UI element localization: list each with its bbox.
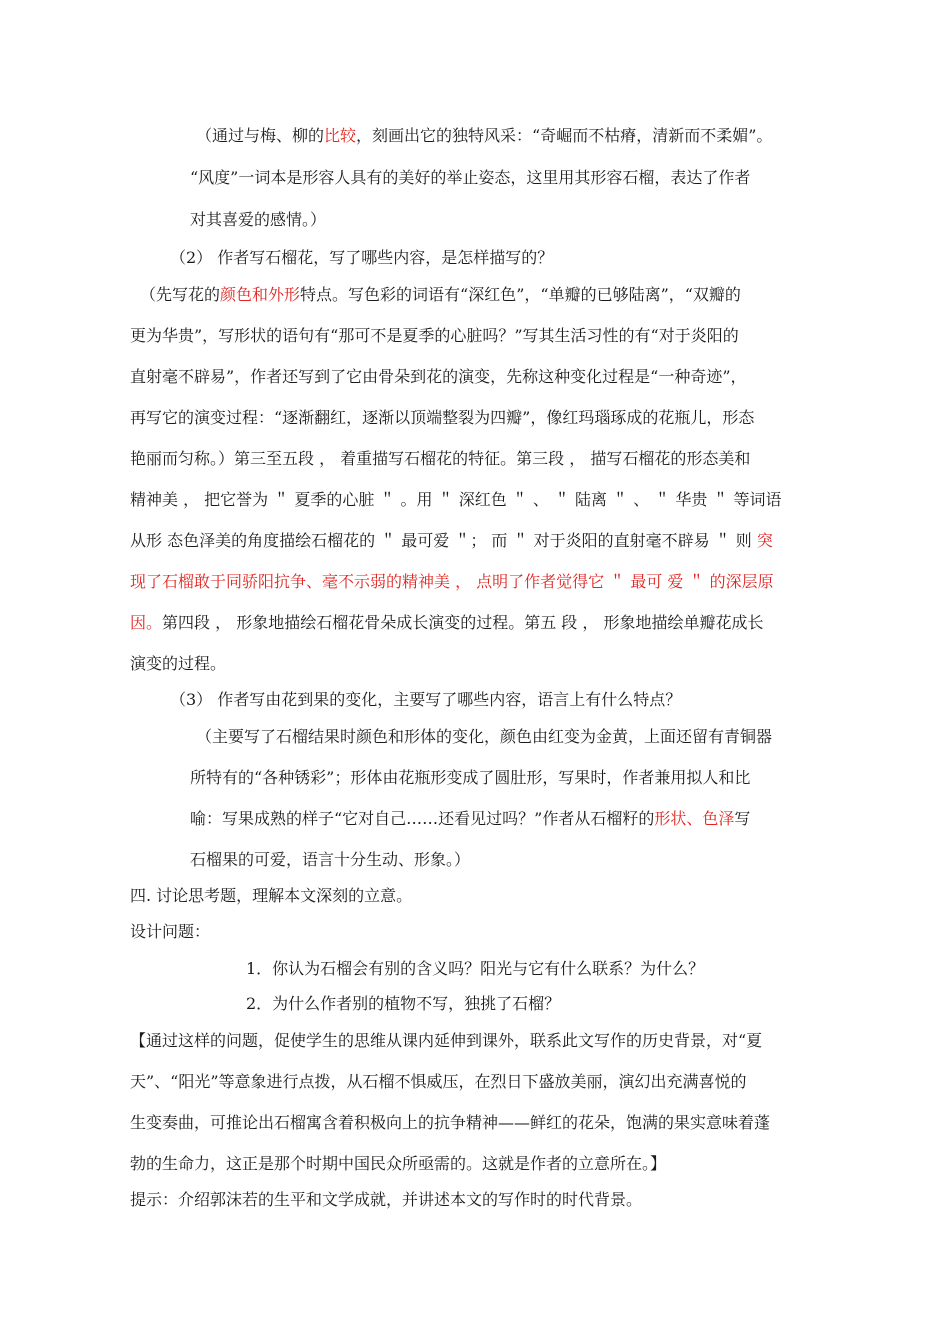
text-segment: 直射毫不辟易”，作者还写到了它由骨朵到花的演变，先称这种变化过程是“一种奇迹”， [130,367,747,386]
text-line [130,1152,666,1176]
text-segment: 天”、“阳光”等意象进行点拨，从石榴不惧威压，在烈日下盛放美丽，演幻出充满喜悦的 [130,1072,747,1091]
text-line [246,957,704,981]
text-line [130,611,763,635]
text-segment: 勃的生命力，这正是那个时期中国民众所亟需的。这就是作者的立意所在。】 [130,1154,667,1173]
text-segment: 【通过这样的问题，促使学生的思维从课内延伸到课外，联系此文写作的历史背景，对“夏 [130,1031,763,1050]
highlighted-text: 比较 [324,126,357,145]
text-segment: 对其喜爱的感情。） [190,210,327,229]
text-segment: 从形 态色泽美的角度描绘石榴花的 ＂ 最可爱 ＂； 而 ＂ 对于炎阳的直射毫不辟易 ＂ 则 [130,531,757,550]
text-segment: （主要写了石榴结果时颜色和形体的变化，颜色由红变为金黄，上面还留有青铜器 [196,727,773,746]
text-segment: 艳丽而匀称。）第三至五段 ， 着重描写石榴花的特征。第三段 ， 描写石榴花的形态美和 [130,449,751,468]
text-segment: 1．你认为石榴会有别的含义吗？阳光与它有什么联系？为什么？ [246,959,705,978]
text-segment: 特点。写色彩的词语有“深红色”，“单瓣的已够陆离”，“双瓣的 [300,285,741,304]
text-segment: （通过与梅、柳的 [196,126,325,145]
highlighted-text: 形状、色泽 [654,809,735,828]
highlighted-text: 现了石榴敢于同骄阳抗争、毫不示弱的精神美 ， 点明了作者觉得它 ＂ 最可 爱 ＂ 的深层原 [130,572,774,591]
text-line [130,529,773,553]
text-line [130,488,782,512]
text-line [130,406,754,430]
text-segment: 第四段 ， 形象地描绘石榴花骨朵成长演变的过程。第五 段 ， 形象地描绘单瓣花成长 [162,613,764,632]
text-segment: （2） 作者写石榴花，写了哪些内容，是怎样描写的？ [170,248,554,267]
text-line [130,652,226,676]
text-segment: 石榴果的可爱，语言十分生动、形象。） [190,850,471,869]
text-line [130,1070,747,1094]
text-line [190,166,750,190]
highlighted-text: 颜色和外形 [220,285,301,304]
text-line [130,570,774,594]
text-line [190,848,470,872]
text-segment: （3） 作者写由花到果的变化，主要写了哪些内容，语言上有什么特点？ [170,690,682,709]
text-line [190,208,326,232]
text-line [130,324,739,348]
text-line [130,365,747,389]
text-segment: 演变的过程。 [130,654,227,673]
text-line [140,283,741,307]
text-line [130,447,750,471]
text-line [130,884,412,908]
text-segment: 设计问题： [130,922,211,941]
text-segment: 生变奏曲，可推论出石榴寓含着积极向上的抗争精神——鲜红的花朵，饱满的果实意味着蓬 [130,1113,771,1132]
text-segment: 喻：写果成熟的样子“它对自己……还看见过吗？”作者从石榴籽的 [190,809,655,828]
text-line [130,920,210,944]
text-segment: 再写它的演变过程：“逐渐翻红，逐渐以顶端整裂为四瓣”，像红玛瑙琢成的花瓶儿，形态 [130,408,755,427]
text-segment: 四. 讨论思考题，理解本文深刻的立意。 [130,886,413,905]
text-segment: 所特有的“各种锈彩”；形体由花瓶形变成了圆肚形，写果时，作者兼用拟人和比 [190,768,751,787]
text-segment: 2．为什么作者别的植物不写，独挑了石榴？ [246,994,561,1013]
text-line [130,1029,762,1053]
highlighted-text: 突 [756,531,773,550]
text-segment: （先写花的 [140,285,221,304]
text-line [130,1111,770,1135]
text-line [190,807,750,831]
text-line [246,992,560,1016]
text-segment: “风度”一词本是形容人具有的美好的举止姿态，这里用其形容石榴，表达了作者 [190,168,751,187]
text-line [170,688,681,712]
text-segment: 提示：介绍郭沫若的生平和文学成就，并讲述本文的写作时的时代背景。 [130,1190,643,1209]
text-segment: 写 [734,809,751,828]
text-line [196,124,772,148]
text-segment: 更为华贵”，写形状的语句有“那可不是夏季的心脏吗？”写其生活习性的有“对于炎阳的 [130,326,739,345]
text-line [196,725,772,749]
text-segment: ，刻画出它的独特风采：“奇崛而不枯瘠，清新而不柔媚”。 [356,126,773,145]
text-line [170,246,553,270]
text-line [130,1188,642,1212]
text-segment: 精神美 ， 把它誉为 ＂ 夏季的心脏 ＂ 。用 ＂ 深红色 ＂ 、 ＂ 陆离 ＂ 、 ＂ 华贵 ＂ 等词语 [130,490,782,509]
highlighted-text: 因。 [130,613,163,632]
text-line [190,766,750,790]
